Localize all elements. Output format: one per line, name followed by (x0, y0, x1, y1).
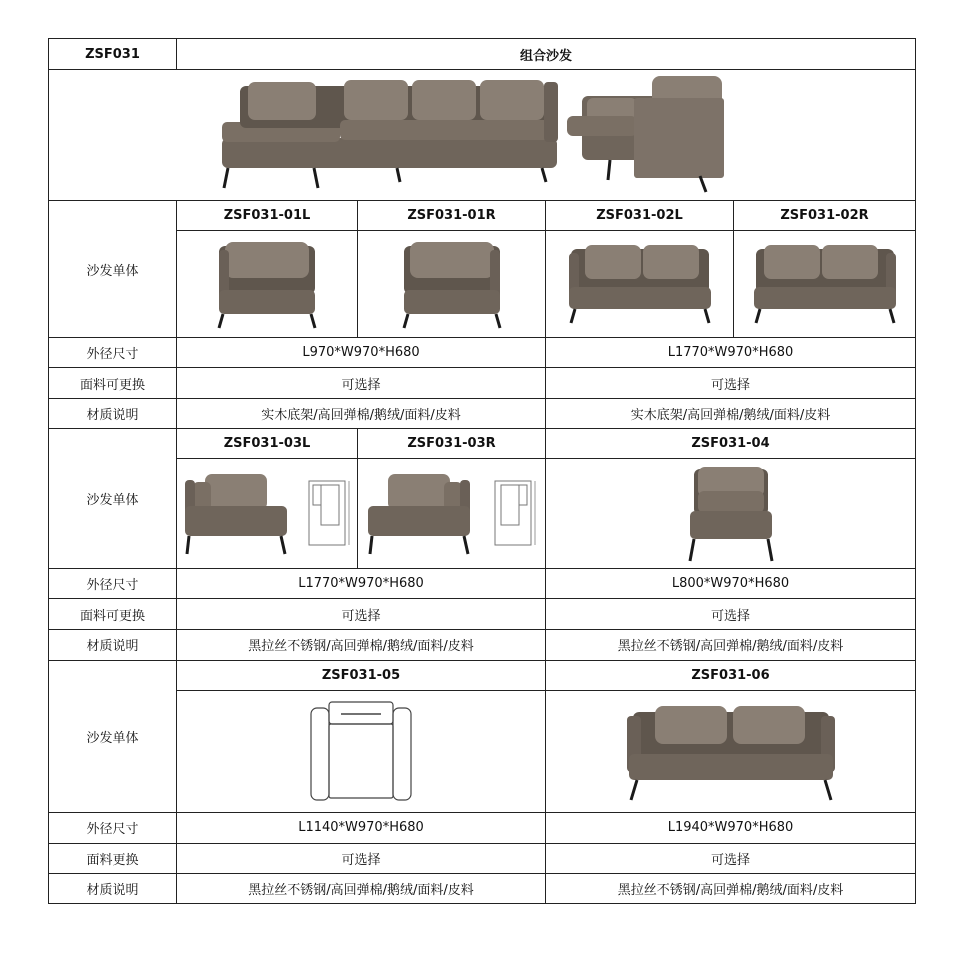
size-value: L1940*W970*H680 (546, 813, 916, 843)
row-label-material: 材质说明 (49, 873, 177, 903)
row-label-size: 外径尺寸 (49, 338, 177, 368)
armchair-right-image (400, 238, 504, 330)
row-label-size: 外径尺寸 (49, 813, 177, 843)
spec-table (48, 38, 916, 904)
material-value: 实木底架/高回弹棉/鹅绒/面料/皮料 (177, 398, 546, 428)
combination-image-cell (49, 70, 916, 201)
three-seat-image (625, 702, 837, 802)
row-label-fabric: 面料可更换 (49, 599, 177, 629)
row-label-fabric: 面料可更换 (49, 368, 177, 398)
product-title: 组合沙发 (177, 39, 916, 70)
fabric-value: 可选择 (177, 843, 546, 873)
row-label-unit: 沙发单体 (49, 660, 177, 813)
chaise-right-image-cell (358, 458, 546, 569)
armchair-left-image (215, 238, 319, 330)
fabric-value: 可选择 (177, 599, 546, 629)
fabric-value: 可选择 (546, 368, 916, 398)
size-value: L800*W970*H680 (546, 569, 916, 599)
material-value: 黑拉丝不锈钢/高回弹棉/鹅绒/面料/皮料 (546, 629, 916, 660)
fabric-value: 可选择 (546, 599, 916, 629)
two-seat-right-image (752, 243, 898, 325)
size-value: L1770*W970*H680 (546, 338, 916, 368)
model-code: ZSF031-01L (177, 200, 358, 230)
material-value: 黑拉丝不锈钢/高回弹棉/鹅绒/面料/皮料 (177, 629, 546, 660)
chaise-left-plan-drawing (307, 479, 351, 549)
row-label-unit: 沙发单体 (49, 428, 177, 569)
model-code: ZSF031-04 (546, 428, 916, 458)
model-code: ZSF031-02R (734, 200, 916, 230)
fabric-value: 可选择 (546, 843, 916, 873)
single-seat-image-cell (546, 458, 916, 569)
armless-seat-plan-drawing (309, 700, 413, 804)
two-seat-left-image (567, 243, 713, 325)
size-value: L1140*W970*H680 (177, 813, 546, 843)
two-seat-left-image-cell (546, 230, 734, 337)
model-code: ZSF031-06 (546, 660, 916, 690)
fabric-value: 可选择 (177, 368, 546, 398)
row-label-material: 材质说明 (49, 398, 177, 428)
row-label-size: 外径尺寸 (49, 569, 177, 599)
material-value: 实木底架/高回弹棉/鹅绒/面料/皮料 (546, 398, 916, 428)
armchair-left-image-cell (177, 230, 358, 337)
size-value: L1770*W970*H680 (177, 569, 546, 599)
armless-plan-image-cell (177, 690, 546, 813)
row-label-material: 材质说明 (49, 629, 177, 660)
chaise-right-plan-drawing (493, 479, 537, 549)
product-code: ZSF031 (49, 39, 177, 70)
size-value: L970*W970*H680 (177, 338, 546, 368)
single-seat-image (686, 465, 776, 563)
armchair-right-image-cell (358, 230, 546, 337)
combination-sofa-image (222, 76, 742, 194)
model-code: ZSF031-03R (358, 428, 546, 458)
material-value: 黑拉丝不锈钢/高回弹棉/鹅绒/面料/皮料 (546, 873, 916, 903)
model-code: ZSF031-01R (358, 200, 546, 230)
chaise-right-image (366, 470, 472, 558)
three-seat-image-cell (546, 690, 916, 813)
row-label-unit: 沙发单体 (49, 200, 177, 338)
model-code: ZSF031-03L (177, 428, 358, 458)
model-code: ZSF031-02L (546, 200, 734, 230)
two-seat-right-image-cell (734, 230, 916, 337)
material-value: 黑拉丝不锈钢/高回弹棉/鹅绒/面料/皮料 (177, 873, 546, 903)
model-code: ZSF031-05 (177, 660, 546, 690)
row-label-fabric: 面料更换 (49, 843, 177, 873)
chaise-left-image-cell (177, 458, 358, 569)
chaise-left-image (183, 470, 289, 558)
